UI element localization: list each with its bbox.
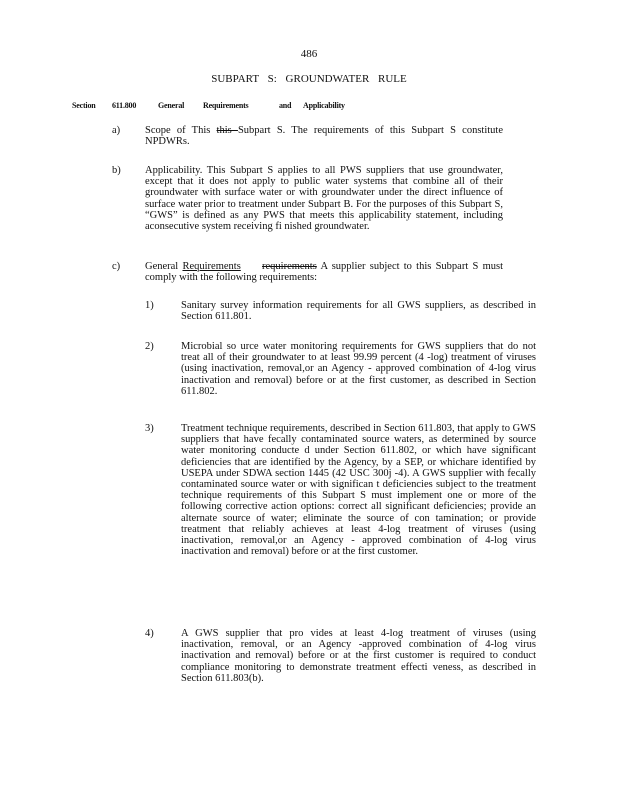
paragraph-c4-marker: 4) — [145, 628, 154, 639]
subsection-a-pre: Scope of This — [145, 125, 217, 136]
paragraph-c4-text: A GWS supplier that pro vides at least 4-log treatment of viruses (using inactivation, removal, or an Agency -approved combination of 4-log virus inactivation and removal) before or at the first customer is required to conduct compliance monitoring to demonstrate treatment effecti veness, as described in Section 611.803(b). — [181, 628, 536, 684]
subpart-title: SUBPART S: GROUNDWATER RULE — [211, 73, 407, 85]
section-label: Section — [72, 101, 96, 110]
paragraph-c3-marker: 3) — [145, 423, 154, 434]
subsection-a-post: Subpart S. The requirements of this Subpart S constitute NPDWRs. — [145, 125, 503, 148]
subsection-c-struck: requirements — [262, 261, 317, 272]
section-word-and: and — [279, 101, 292, 110]
paragraph-c1-marker: 1) — [145, 300, 154, 311]
page-number: 486 — [300, 48, 318, 60]
section-word-requirements: Requirements — [203, 101, 249, 110]
subsection-c-post: A supplier subject to this Subpart S must comply with the following requirements: — [145, 261, 503, 284]
subsection-a-text — [145, 125, 503, 147]
paragraph-c2-marker: 2) — [145, 341, 154, 352]
subsection-b-marker: b) — [112, 165, 121, 176]
subsection-c-marker: c) — [112, 261, 121, 272]
paragraph-c3-text: Treatment technique requirements, described in Section 611.803, that apply to GWS suppliers that have fecally contaminated source waters, as determined by source water monitoring conducte d under Section 611.802, or which have significant deficiencies that are identified by the Agency, by a SEP, or whichare identified by USEPA under SDWA section 1445 (42 USC 300j -4). A GWS supplier with fecally contaminated source water or with significan t deficiencies subject to the treatment technique requirements of this Subpart S must implement one or more of the following corrective action options: correct all significant deficiencies; provide an alternate source of water; eliminate the source of con tamination; or provide treatment that reliably achieves at least 4-log treatment of viruses (using inactivation, removal,or an Agency - approved combination of 4-log virus inactivation and removal) before or at the first customer. — [181, 423, 536, 558]
subsection-b-text: Applicability. This Subpart S applies to all PWS suppliers that use groundwater, except that it does not apply to public water systems that combine all of their groundwater with surface water or with groundwater under the direct influence of surface water prior to treatment under Subpart B. For the purposes of this Subpart S, “GWS” is defined as any PWS that meets this applicability statement, including aconsecutive system receiving fi nished groundwater. — [145, 165, 503, 233]
subsection-c-text — [145, 261, 503, 283]
section-word-general: General — [158, 101, 185, 110]
subsection-c-pre: General — [145, 261, 183, 272]
section-number: 611.800 — [112, 101, 137, 110]
subsection-a-marker: a) — [112, 125, 121, 136]
subsection-a-struck: this — [216, 125, 238, 136]
paragraph-c2-text: Microbial so urce water monitoring requirements for GWS suppliers that do not treat all of their groundwater to at least 99.99 percent (4 -log) treatment of viruses (using inactivation, removal,or an Agency - approved combination of 4-log virus inactivation and removal) before or at the first customer, as described in Section 611.802. — [181, 341, 536, 397]
subsection-c-underlined: Requirements — [182, 261, 241, 272]
paragraph-c1-text: Sanitary survey information requirements for all GWS suppliers, as described in Section 611.801. — [181, 300, 536, 323]
section-word-applicability: Applicability — [303, 101, 345, 110]
